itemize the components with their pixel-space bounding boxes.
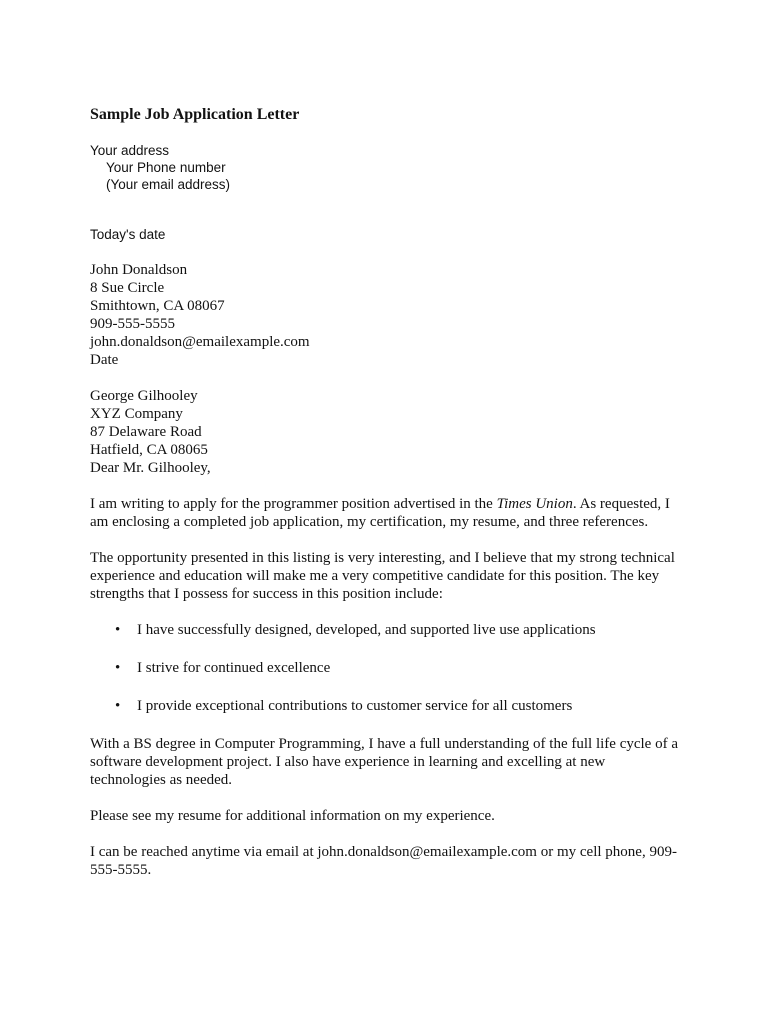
strengths-list	[90, 621, 682, 715]
strength-text: I have successfully designed, developed, and supported live use applications	[137, 622, 596, 638]
bullet-icon: •	[115, 698, 121, 714]
sender-name: John Donaldson	[90, 262, 188, 278]
recipient-city-state-zip: Hatfield, CA 08065	[90, 442, 208, 458]
sender-street: 8 Sue Circle	[90, 280, 165, 296]
placeholder-todays-date: Today's date	[90, 227, 166, 242]
bullet-icon: •	[115, 622, 121, 638]
contact-paragraph: I can be reached anytime via email at john.donaldson@emailexample.com or my cell phone, 909-555-5555.	[90, 844, 677, 878]
resume-paragraph: Please see my resume for additional information on my experience.	[90, 808, 495, 824]
publication-name: Times Union	[496, 496, 573, 512]
sender-city-state-zip: Smithtown, CA 08067	[90, 298, 225, 314]
intro-text-before: I am writing to apply for the programmer position advertised in the	[90, 496, 497, 512]
recipient-company: XYZ Company	[90, 406, 183, 422]
placeholder-your-email: (Your email address)	[106, 177, 231, 192]
salutation: Dear Mr. Gilhooley,	[90, 460, 211, 476]
recipient-street: 87 Delaware Road	[90, 424, 202, 440]
bullet-icon: •	[115, 660, 121, 676]
recipient-name: George Gilhooley	[90, 388, 198, 404]
list-item	[90, 697, 682, 715]
sender-phone: 909-555-5555	[90, 316, 175, 332]
sender-email: john.donaldson@emailexample.com	[90, 334, 310, 350]
sender-address-block	[90, 261, 682, 351]
intro-paragraph	[90, 495, 682, 531]
placeholder-your-address: Your address	[90, 143, 170, 158]
intro-text-after: . As requested, I am enclosing a completed job application, my certification, my resume, and three references.	[90, 496, 670, 530]
document-title: Sample Job Application Letter	[90, 106, 300, 123]
recipient-address-block	[90, 387, 682, 459]
strength-text: I strive for continued excellence	[137, 660, 331, 676]
date-label: Date	[90, 352, 119, 368]
strength-text: I provide exceptional contributions to customer service for all customers	[137, 698, 573, 714]
list-item	[90, 621, 682, 639]
opportunity-paragraph: The opportunity presented in this listing is very interesting, and I believe that my strong technical experience and education will make me a very competitive candidate for this position. The key strengths that I possess for success in this position include:	[90, 550, 675, 602]
list-item	[90, 659, 682, 677]
placeholder-address-block	[90, 142, 682, 193]
placeholder-your-phone: Your Phone number	[106, 160, 226, 175]
degree-paragraph: With a BS degree in Computer Programming, I have a full understanding of the full life cycle of a software development project. I also have experience in learning and excelling at new technologies as needed.	[90, 736, 678, 788]
